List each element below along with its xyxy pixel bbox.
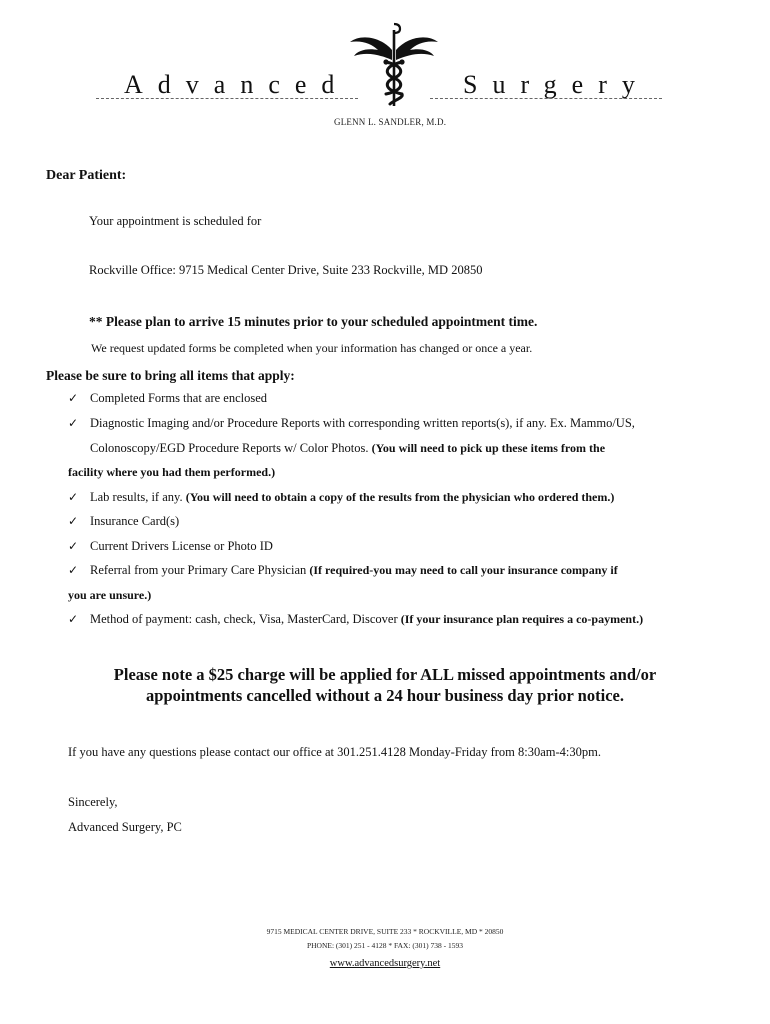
footer-address: 9715 MEDICAL CENTER DRIVE, SUITE 233 * ROCKVILLE, MD * 20850 (266, 927, 504, 936)
greeting: Dear Patient: (46, 168, 127, 183)
letterhead-rule-left (96, 98, 358, 99)
list-item-continuation: you are unsure.) (68, 588, 152, 602)
notice-line-2: appointments cancelled without a 24 hour business day prior notice. (146, 686, 624, 705)
list-item-continuation: Colonoscopy/EGD Procedure Reports w/ Color Photos. (You will need to pick up these items from the (90, 441, 606, 455)
list-item: ✓ Referral from your Primary Care Physician (If required-you may need to call your insurance company if (68, 563, 618, 577)
checkmark-icon: ✓ (68, 612, 79, 626)
signature: Advanced Surgery, PC (68, 820, 182, 834)
list-item: ✓ Lab results, if any. (You will need to obtain a copy of the results from the physician who ordered them.) (68, 490, 615, 504)
list-item: ✓ Completed Forms that are enclosed (68, 391, 268, 405)
checkmark-icon: ✓ (68, 539, 79, 553)
checkmark-icon: ✓ (68, 563, 79, 577)
doctor-name: GLENN L. SANDLER, M.D. (334, 117, 447, 127)
list-item: ✓ Method of payment: cash, check, Visa, MasterCard, Discover (If your insurance plan requires a co-payment.) (68, 612, 644, 626)
bring-heading: Please be sure to bring all items that apply: (46, 368, 295, 383)
forms-note: We request updated forms be completed when your information has changed or once a year. (91, 341, 533, 355)
contact-line: If you have any questions please contact our office at 301.251.4128 Monday-Friday from 8:30am-4:30pm. (68, 745, 601, 759)
checkmark-icon: ✓ (68, 416, 79, 430)
letterhead-rule-right (430, 98, 662, 99)
checkmark-icon: ✓ (68, 391, 79, 405)
appointment-line: Your appointment is scheduled for (89, 214, 262, 228)
missed-appointment-notice (0, 664, 770, 706)
letterhead-advanced: Advanced (124, 70, 350, 99)
list-item: ✓ Current Drivers License or Photo ID (68, 539, 273, 553)
website-link[interactable]: www.advancedsurgery.net (329, 958, 441, 969)
checkmark-icon: ✓ (68, 514, 79, 528)
notice-line-1: Please note a $25 charge will be applied for ALL missed appointments and/or (113, 665, 657, 684)
closing: Sincerely, (68, 795, 118, 809)
arrive-note: ** Please plan to arrive 15 minutes prior to your scheduled appointment time. (89, 314, 538, 329)
checkmark-icon: ✓ (68, 490, 79, 504)
office-line: Rockville Office: 9715 Medical Center Drive, Suite 233 Rockville, MD 20850 (89, 263, 483, 277)
letterhead-surgery: Surgery (463, 70, 650, 99)
list-item: ✓ Diagnostic Imaging and/or Procedure Reports with corresponding written reports(s), if any. Ex. Mammo/US, (68, 416, 635, 430)
list-item-continuation: facility where you had them performed.) (68, 465, 276, 479)
footer-phone: PHONE: (301) 251 - 4128 * FAX: (301) 738 - 1593 (306, 941, 464, 950)
caduceus-icon (346, 20, 442, 110)
list-item: ✓ Insurance Card(s) (68, 514, 180, 528)
